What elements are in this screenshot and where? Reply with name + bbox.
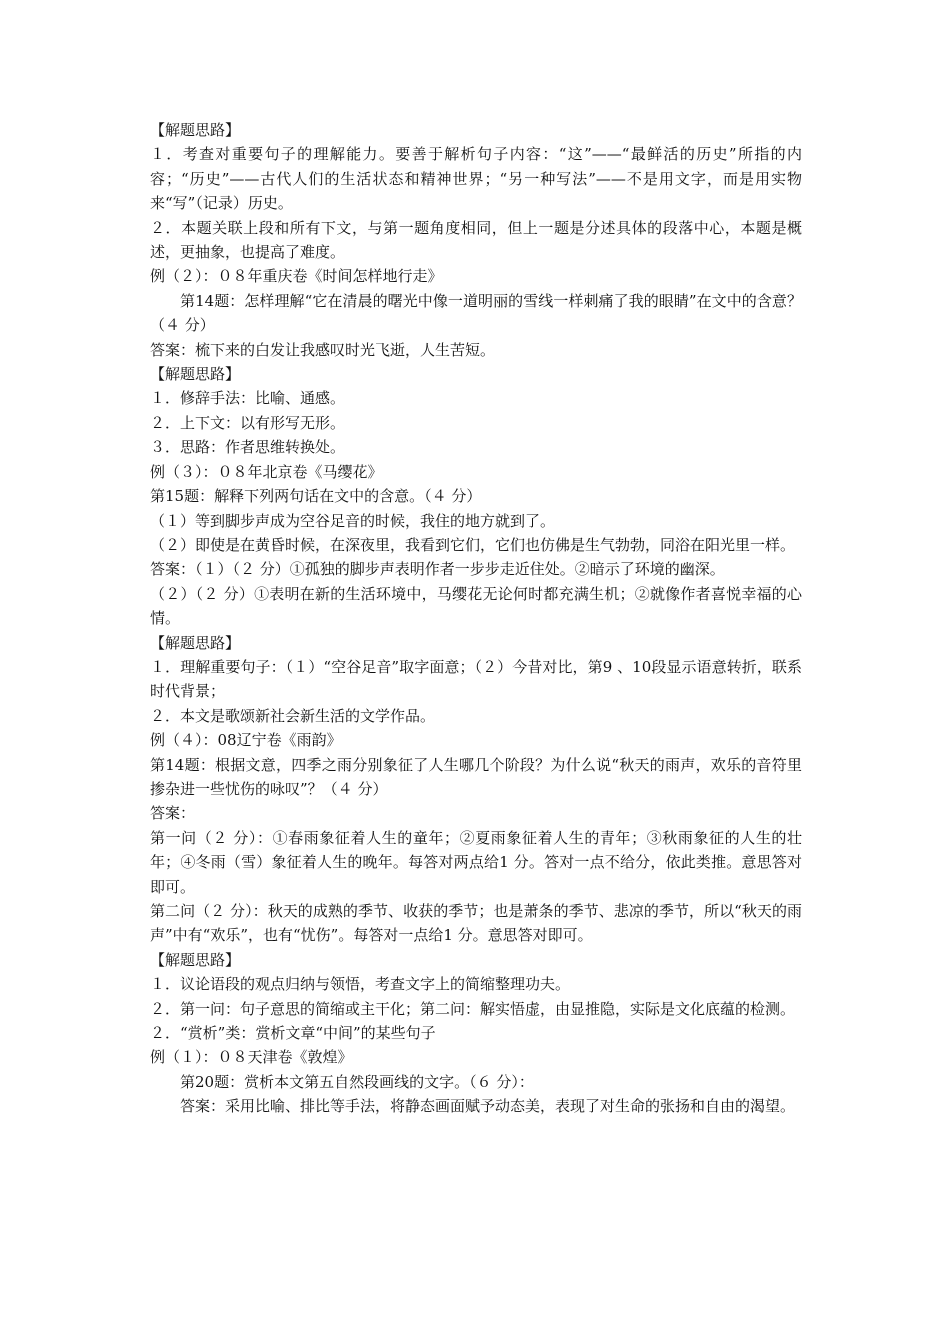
- sub-question: （２）即使是在黄昏时候，在深夜里，我看到它们，它们也仿佛是生气勃勃，同浴在阳光里一样。: [150, 535, 796, 554]
- sub-question: （１）等到脚步声成为空谷足音的时候，我住的地方就到了。: [150, 511, 556, 530]
- heading-solution-approach: 【解题思路】: [150, 950, 241, 969]
- list-item: １．理解重要句子：（１）“空谷足音”取字面意；（２）今昔对比，第9 、10段显示语意转折，联系时代背景；: [150, 657, 802, 701]
- list-item: ２．上下文：以有形写无形。: [150, 413, 346, 432]
- paragraph: ２．本题关联上段和所有下文，与第一题角度相同，但上一题是分述具体的段落中心，本题是概述，更抽象，也提高了难度。: [150, 218, 802, 262]
- example-heading: 例（３）：０８年北京卷《马缨花》: [150, 462, 383, 481]
- answer: 第一问（２ 分）：①春雨象征着人生的童年；②夏雨象征着人生的青年；③秋雨象征的人生的壮年；④冬雨（雪）象征着人生的晚年。每答对两点给1 分。答对一点不给分，依此类推。意思答对即可。: [150, 828, 802, 896]
- section-heading: ２．“赏析”类：赏析文章“中间”的某些句子: [150, 1024, 436, 1043]
- answer: 答案：采用比喻、排比等手法，将静态画面赋予动态美，表现了对生命的张扬和自由的渴望。: [180, 1097, 796, 1116]
- question: 第15题：解释下列两句话在文中的含意。（４ 分）: [150, 487, 482, 506]
- example-heading: 例（２）：０８年重庆卷《时间怎样地行走》: [150, 267, 443, 286]
- answer: 答案：梳下来的白发让我感叹时光飞逝，人生苦短。: [150, 340, 496, 359]
- list-item: １．修辞手法：比喻、通感。: [150, 389, 346, 408]
- heading-solution-approach: 【解题思路】: [150, 633, 241, 652]
- list-item: ２．第一问：句子意思的简缩或主干化；第二问：解实悟虚，由显推隐，实际是文化底蕴的检测。: [150, 999, 796, 1018]
- answer: 第二问（２ 分）：秋天的成熟的季节、收获的季节；也是萧条的季节、悲凉的季节，所以“秋天的雨声”中有“欢乐”，也有“忧伤”。每答对一点给1 分。意思答对即可。: [150, 902, 802, 945]
- example-heading: 例（４）：08辽宁卷《雨韵》: [150, 731, 342, 750]
- list-item: １．议论语段的观点归纳与领悟，考查文字上的简缩整理功夫。: [150, 975, 571, 994]
- question: 第14题：根据文意，四季之雨分别象征了人生哪几个阶段？为什么说“秋天的雨声，欢乐的音符里掺杂进一些忧伤的咏叹”？（４ 分）: [150, 755, 802, 798]
- answer: （２）（２ 分）①表明在新的生活环境中，马缨花无论何时都充满生机；②就像作者喜悦幸福的心情。: [150, 584, 802, 628]
- list-item: ２．本文是歌颂新社会新生活的文学作品。: [150, 706, 436, 725]
- paragraph: １．考查对重要句子的理解能力。要善于解析句子内容：“这”——“最鲜活的历史”所指的内容；“历史”——古代人们的生活状态和精神世界；“另一种写法”——不是用文字，而是用实物来“写”（记录）历史。: [150, 145, 802, 213]
- answer-label: 答案：: [150, 804, 196, 823]
- list-item: ３．思路：作者思维转换处。: [150, 438, 346, 457]
- example-heading: 例（１）：０８天津卷《敦煌》: [150, 1048, 353, 1067]
- document-body: [150, 118, 802, 1119]
- question: 第14题：怎样理解“它在清晨的曙光中像一道明丽的雪线一样刺痛了我的眼睛”在文中的含意？（４ 分）: [150, 291, 802, 335]
- heading-solution-approach: 【解题思路】: [150, 121, 241, 139]
- answer: 答案：（１）（２ 分）①孤独的脚步声表明作者一步步走近住处。②暗示了环境的幽深。: [150, 560, 725, 579]
- question: 第20题：赏析本文第五自然段画线的文字。（６ 分）：: [180, 1072, 534, 1091]
- heading-solution-approach: 【解题思路】: [150, 365, 241, 384]
